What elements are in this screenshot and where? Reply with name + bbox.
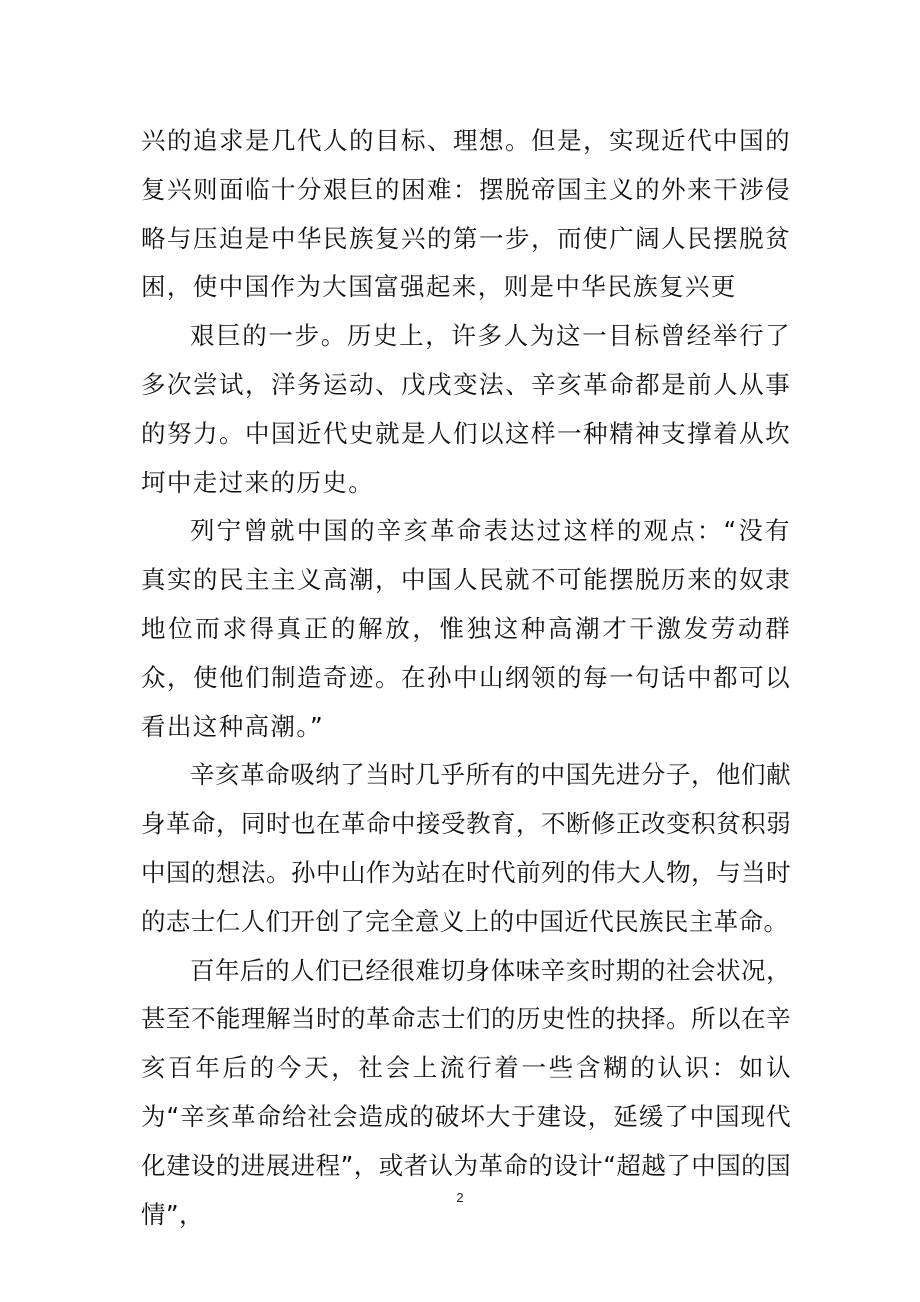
document-body <box>141 117 791 1239</box>
paragraph-3: 列宁曾就中国的辛亥革命表达过这样的观点：“没有真实的民主主义高潮，中国人民就不可能摆脱历来的奴隶地位而求得真正的解放，惟独这种高潮才干激发劳动群众，使他们制造奇迹。在孙中山纲领的每一句话中都可以看出这种高潮。” <box>141 516 791 741</box>
paragraph-2: 艰巨的一步。历史上，许多人为这一目标曾经举行了多次尝试，洋务运动、戊戌变法、辛亥革命都是前人从事的努力。中国近代史就是人们以这样一种精神支撑着从坎坷中走过来的历史。 <box>141 321 791 497</box>
paragraph-5: 百年后的人们已经很难切身体味辛亥时期的社会状况，甚至不能理解当时的革命志士们的历史性的抉择。所以在辛亥百年后的今天，社会上流行着一些含糊的认识：如认为“辛亥革命给社会造成的破坏大于建设，延缓了中国现代化建设的进展进程”，或者认为革命的设计“超越了中国的国情”， <box>141 955 791 1229</box>
page-number: 2 <box>456 1190 464 1205</box>
paragraph-1: 兴的追求是几代人的目标、理想。但是，实现近代中国的复兴则面临十分艰巨的困难：摆脱帝国主义的外来干涉侵略与压迫是中华民族复兴的第一步，而使广阔人民摆脱贫困，使中国作为大国富强起来，则是中华民族复兴更 <box>141 126 791 302</box>
paragraph-4: 辛亥革命吸纳了当时几乎所有的中国先进分子，他们献身革命，同时也在革命中接受教育，不断修正改变积贫积弱中国的想法。孙中山作为站在时代前列的伟大人物，与当时的志士仁人们开创了完全意义上的中国近代民族民主革命。 <box>141 760 791 936</box>
